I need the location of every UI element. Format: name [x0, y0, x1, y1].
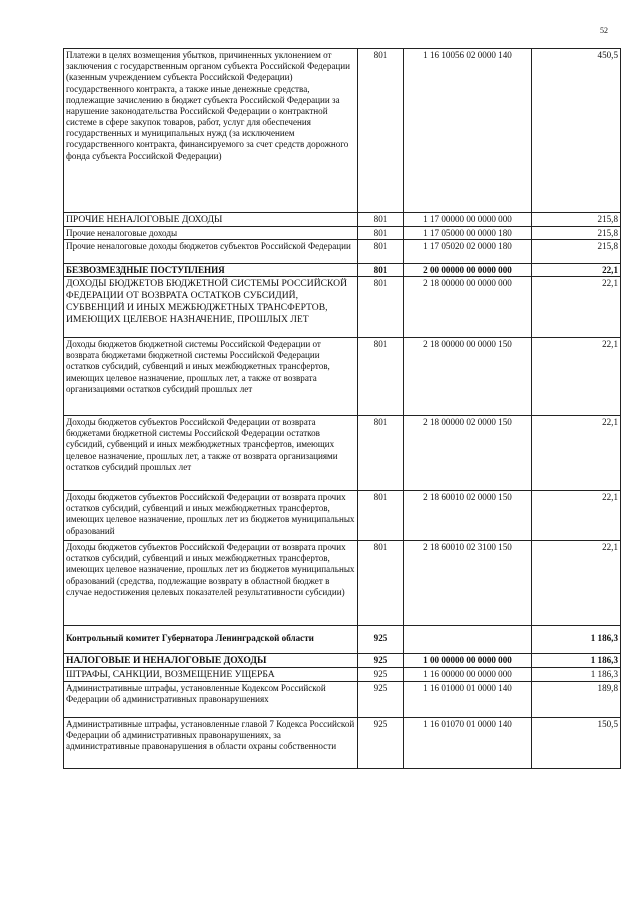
row-admin-code: 801	[358, 239, 404, 263]
row-name: Доходы бюджетов субъектов Российской Федерации от возврата прочих остатков субсидий, субвенций и иных межбюджетных трансфертов, имеющих целевое назначение, прошлых лет из бюджетов муниципальных образований (средства, подлежащие возврату в областной бюджет в случае недостижения целевых показателей результативности субсидии)	[64, 541, 358, 626]
row-name: Платежи в целях возмещения убытков, причиненных уклонением от заключения с государственным органом субъекта Российской Федерации (казенным учреждением субъекта Российской Федерации) государственного контракта, а также иные денежные средства, подлежащие зачислению в бюджет субъекта Российской Федерации за нарушение законодательства Российской Федерации о контрактной системе в сфере закупок товаров, работ, услуг для обеспечения государственных и муниципальных нужд (за исключением государственного контракта, финансируемого за счет средств дорожного фонда субъекта Российской Федерации)	[64, 49, 358, 213]
row-budget-code: 1 17 05000 00 0000 180	[404, 226, 532, 239]
row-name: ШТРАФЫ, САНКЦИИ, ВОЗМЕЩЕНИЕ УЩЕРБА	[64, 667, 358, 681]
table-row	[64, 49, 621, 213]
row-admin-code: 801	[358, 491, 404, 541]
row-admin-code: 801	[358, 226, 404, 239]
row-admin-code: 925	[358, 681, 404, 717]
row-admin-code: 925	[358, 667, 404, 681]
row-name: Доходы бюджетов субъектов Российской Федерации от возврата прочих остатков субсидий, субвенций и иных межбюджетных трансфертов, имеющих целевое назначение, прошлых лет из бюджетов муниципальных образований	[64, 491, 358, 541]
row-budget-code: 2 00 00000 00 0000 000	[404, 263, 532, 276]
row-name: Прочие неналоговые доходы	[64, 226, 358, 239]
row-budget-code: 2 18 00000 00 0000 000	[404, 277, 532, 338]
row-sum: 215,8	[532, 213, 621, 227]
row-sum: 22,1	[532, 541, 621, 626]
row-admin-code: 801	[358, 416, 404, 491]
row-budget-code: 1 16 00000 00 0000 000	[404, 667, 532, 681]
row-sum: 189,8	[532, 681, 621, 717]
table-row	[64, 541, 621, 626]
row-sum: 1 186,3	[532, 626, 621, 654]
row-sum: 1 186,3	[532, 667, 621, 681]
table-row	[64, 717, 621, 768]
row-sum: 1 186,3	[532, 654, 621, 668]
row-budget-code	[404, 626, 532, 654]
row-sum: 22,1	[532, 416, 621, 491]
table-row	[64, 226, 621, 239]
table-row	[64, 491, 621, 541]
row-name: Контрольный комитет Губернатора Ленинградской области	[64, 626, 358, 654]
table-row	[64, 338, 621, 416]
page-number: 52	[600, 26, 608, 35]
row-admin-code: 801	[358, 277, 404, 338]
row-budget-code: 1 17 00000 00 0000 000	[404, 213, 532, 227]
row-sum: 450,5	[532, 49, 621, 213]
row-admin-code: 801	[358, 541, 404, 626]
row-name: Прочие неналоговые доходы бюджетов субъектов Российской Федерации	[64, 239, 358, 263]
row-name: ДОХОДЫ БЮДЖЕТОВ БЮДЖЕТНОЙ СИСТЕМЫ РОССИЙСКОЙ ФЕДЕРАЦИИ ОТ ВОЗВРАТА ОСТАТКОВ СУБСИДИЙ, СУБВЕНЦИЙ И ИНЫХ МЕЖБЮДЖЕТНЫХ ТРАНСФЕРТОВ, ИМЕЮЩИХ ЦЕЛЕВОЕ НАЗНАЧЕНИЕ, ПРОШЛЫХ ЛЕТ	[64, 277, 358, 338]
row-sum: 22,1	[532, 491, 621, 541]
row-sum: 215,8	[532, 226, 621, 239]
table-row	[64, 681, 621, 717]
row-sum: 150,5	[532, 717, 621, 768]
row-name: НАЛОГОВЫЕ И НЕНАЛОГОВЫЕ ДОХОДЫ	[64, 654, 358, 668]
row-admin-code: 925	[358, 626, 404, 654]
table-row	[64, 213, 621, 227]
table-row	[64, 416, 621, 491]
row-admin-code: 925	[358, 654, 404, 668]
row-budget-code: 2 18 00000 00 0000 150	[404, 338, 532, 416]
row-budget-code: 1 00 00000 00 0000 000	[404, 654, 532, 668]
row-name: Доходы бюджетов субъектов Российской Федерации от возврата бюджетами бюджетной системы Российской Федерации остатков субсидий, субвенций и иных межбюджетных трансфертов, имеющих целевое назначение, прошлых лет, а также от возврата организациями остатков субсидий прошлых лет	[64, 416, 358, 491]
row-budget-code: 1 17 05020 02 0000 180	[404, 239, 532, 263]
table-row	[64, 626, 621, 654]
table-row	[64, 263, 621, 276]
row-name: БЕЗВОЗМЕЗДНЫЕ ПОСТУПЛЕНИЯ	[64, 263, 358, 276]
row-budget-code: 2 18 60010 02 3100 150	[404, 541, 532, 626]
row-admin-code: 925	[358, 717, 404, 768]
row-budget-code: 1 16 10056 02 0000 140	[404, 49, 532, 213]
row-name: Административные штрафы, установленные главой 7 Кодекса Российской Федерации об административных правонарушениях, за административные правонарушения в области охраны собственности	[64, 717, 358, 768]
row-budget-code: 2 18 60010 02 0000 150	[404, 491, 532, 541]
row-admin-code: 801	[358, 338, 404, 416]
table-row	[64, 654, 621, 668]
table-row	[64, 277, 621, 338]
row-sum: 22,1	[532, 263, 621, 276]
row-name: Доходы бюджетов бюджетной системы Российской Федерации от возврата бюджетами бюджетной системы Российской Федерации остатков субсидий, субвенций и иных межбюджетных трансфертов, имеющих целевое назначение, прошлых лет, а также от возврата организациями остатков субсидий прошлых лет	[64, 338, 358, 416]
row-budget-code: 2 18 00000 02 0000 150	[404, 416, 532, 491]
row-budget-code: 1 16 01070 01 0000 140	[404, 717, 532, 768]
row-budget-code: 1 16 01000 01 0000 140	[404, 681, 532, 717]
row-sum: 22,1	[532, 338, 621, 416]
row-sum: 22,1	[532, 277, 621, 338]
table-row	[64, 239, 621, 263]
row-name: Административные штрафы, установленные Кодексом Российской Федерации об административных правонарушениях	[64, 681, 358, 717]
row-admin-code: 801	[358, 263, 404, 276]
revenue-table	[63, 48, 621, 769]
table-row	[64, 667, 621, 681]
row-name: ПРОЧИЕ НЕНАЛОГОВЫЕ ДОХОДЫ	[64, 213, 358, 227]
row-admin-code: 801	[358, 213, 404, 227]
row-admin-code: 801	[358, 49, 404, 213]
row-sum: 215,8	[532, 239, 621, 263]
